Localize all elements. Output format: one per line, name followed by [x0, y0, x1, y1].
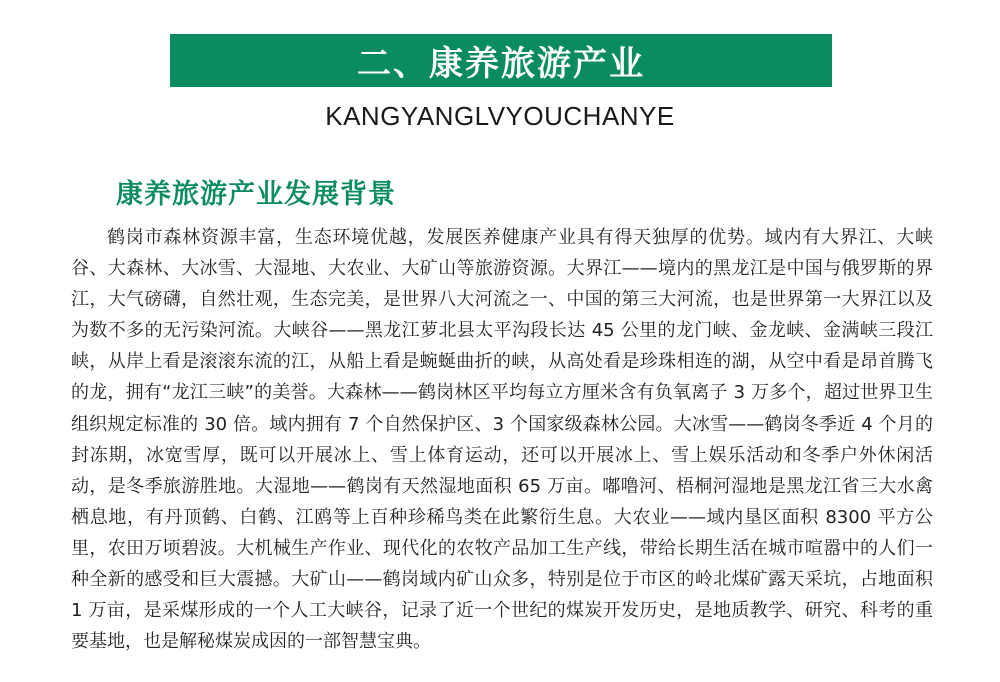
section-title-banner: [170, 34, 832, 87]
pinyin-subtitle: KANGYANGLVYOUCHANYE: [325, 101, 675, 131]
banner-title: 二、康养旅游产业: [357, 44, 645, 84]
section-heading: 康养旅游产业发展背景: [116, 179, 396, 210]
body-paragraph: 鹤岗市森林资源丰富，生态环境优越，发展医养健康产业具有得天独厚的优势。域内有大界江、大峡谷、大森林、大冰雪、大湿地、大农业、大矿山等旅游资源。大界江——境内的黑龙江是中国与俄罗斯的界江，大气磅礴，自然壮观，生态完美，是世界八大河流之一、中国的第三大河流，也是世界第一大界江以及为数不多的无污染河流。大峡谷——黑龙江萝北县太平沟段长达 45 公里的龙门峡、金龙峡、金满峡三段江峡，从岸上看是滚滚东流的江，从船上看是蜿蜒曲折的峡，从高处看是珍珠相连的湖，从空中看是昂首腾飞的龙，拥有“龙江三峡”的美誉。大森林——鹤岗林区平均每立方厘米含有负氧离子 3 万多个，超过世界卫生组织规定标准的 30 倍。域内拥有 7 个自然保护区、3 个国家级森林公园。大冰雪——鹤岗冬季近 4 个月的封冻期，冰宽雪厚，既可以开展冰上、雪上体育运动，还可以开展冰上、雪上娱乐活动和冬季户外休闲活动，是冬季旅游胜地。大湿地——鹤岗有天然湿地面积 65 万亩。嘟噜河、梧桐河湿地是黑龙江省三大水禽栖息地，有丹顶鹤、白鹤、江鸥等上百种珍稀鸟类在此繁衍生息。大农业——域内垦区面积 8300 平方公里，农田万顷碧波。大机械生产作业、现代化的农牧产品加工生产线，带给长期生活在城市喧嚣中的人们一种全新的感受和巨大震撼。大矿山——鹤岗域内矿山众多，特别是位于市区的岭北煤矿露天采坑，占地面积 1 万亩，是采煤形成的一个人工大峡谷，记录了近一个世纪的煤炭开发历史，是地质教学、研究、科考的重要基地，也是解秘煤炭成因的一部智慧宝典。: [71, 227, 933, 653]
